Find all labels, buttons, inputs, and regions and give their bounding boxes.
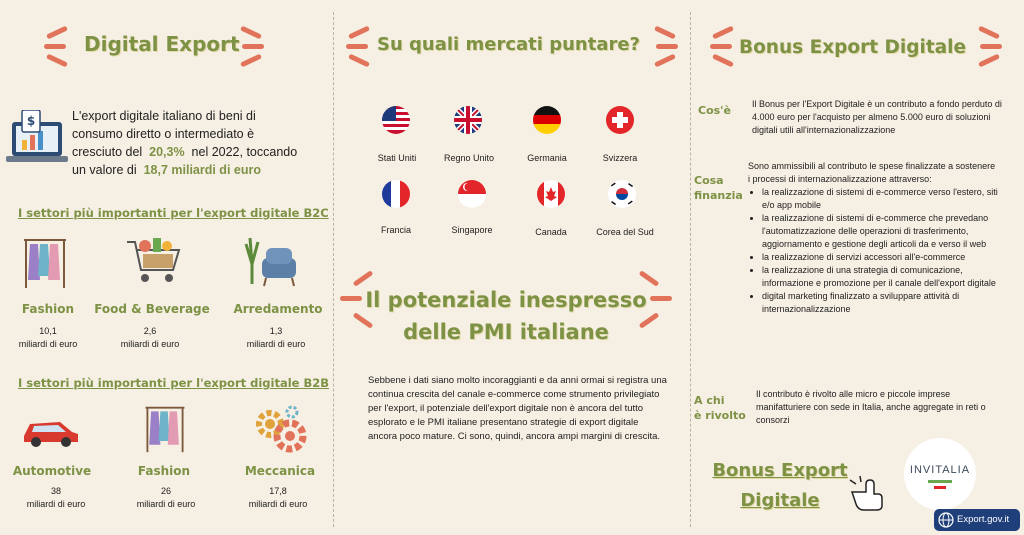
b2b-meccanica-value: 17,8 miliardi di euro xyxy=(248,486,308,509)
car-icon xyxy=(20,414,80,448)
b2b-meccanica-name: Meccanica xyxy=(244,464,316,478)
b2c-fashion-name: Fashion xyxy=(21,302,75,316)
switzerland-flag-icon xyxy=(606,106,634,134)
export-gov-badge[interactable]: Export.gov.it xyxy=(934,509,1020,531)
decor-ray xyxy=(346,44,368,49)
decor-ray xyxy=(348,26,370,40)
cose-label: Cos'è xyxy=(698,104,732,117)
decor-ray xyxy=(654,26,676,40)
column-divider xyxy=(333,12,334,527)
b2b-fashion-name: Fashion xyxy=(137,464,191,478)
germany-flag-icon xyxy=(533,106,561,134)
b2c-fashion-value: 10,1 miliardi di euro xyxy=(18,326,78,349)
bonus-export-link[interactable]: Bonus Export Digitale xyxy=(712,460,848,511)
singapore-flag-icon xyxy=(458,180,486,208)
title-markets: Su quali mercati puntare? xyxy=(377,34,640,55)
svg-text:$: $ xyxy=(26,114,36,128)
list-item: • la realizzazione di una strategia di comunicazione, informazione e promozione per il canale dell'export digitale xyxy=(762,264,998,290)
rivolto-label: A chi è rivolto xyxy=(694,394,746,422)
grocery-cart-icon xyxy=(125,236,183,288)
decor-ray xyxy=(240,54,262,68)
title-digital-export: Digital Export xyxy=(84,32,240,56)
decor-ray xyxy=(978,26,1000,40)
market-label: Francia xyxy=(380,225,411,235)
list-item: • digital marketing finalizzato a sviluppare attività di internazionalizzazione xyxy=(762,290,998,316)
market-label: Stati Uniti xyxy=(377,153,417,163)
decor-ray xyxy=(978,54,1000,68)
b2c-arredamento-value: 1,3 miliardi di euro xyxy=(246,326,306,349)
decor-ray xyxy=(340,296,362,301)
finanzia-list xyxy=(748,186,998,316)
growth-percentage: 20,3% xyxy=(149,145,185,159)
invitalia-logo: INVITALIA xyxy=(904,438,976,510)
b2c-section-title: I settori più importanti per l'export digitale B2C xyxy=(18,206,329,220)
b2c-arredamento-name: Arredamento xyxy=(233,302,323,316)
gears-icon xyxy=(252,404,310,454)
b2b-automotive-value: 38 miliardi di euro xyxy=(26,486,86,509)
list-item: • la realizzazione di sistemi di e-commerce verso l'estero, siti e/o app mobile xyxy=(762,186,998,212)
decor-ray xyxy=(242,44,264,49)
potenziale-paragraph: Sebbene i dati siano molto incoraggianti e da anni ormai si registra una continua crescita del canale e-commerce come strumento privilegiato per l'export, il potenziale dell'export digitale non è ancora del tutto esplorato e le PMI italiane presentano strategie di export digitale ancora poco mature. Ci sono, quindi, ancora ampi margini di crescita. xyxy=(368,375,667,442)
market-label: Germania xyxy=(527,153,567,163)
decor-ray xyxy=(712,54,734,68)
rivolto-text: Il contributo è rivolto alle micro e piccole imprese manifatturiere con sede in Italia, anche aggregate in reti o consorzi xyxy=(756,389,986,425)
pointing-hand-icon xyxy=(848,474,890,512)
market-label: Svizzera xyxy=(602,153,638,163)
laptop-chart-icon xyxy=(6,110,68,168)
canada-flag-icon xyxy=(537,180,565,208)
clothes-rack-icon xyxy=(140,404,190,454)
decor-ray xyxy=(654,54,676,68)
decor-ray xyxy=(46,26,68,40)
armchair-plant-icon xyxy=(244,234,302,290)
b2b-automotive-name: Automotive xyxy=(12,464,92,478)
finanzia-label: Cosa finanzia xyxy=(694,174,743,202)
title-bonus: Bonus Export Digitale xyxy=(739,37,967,58)
list-item: • la realizzazione di servizi accessori all'e-commerce xyxy=(762,251,998,264)
decor-ray xyxy=(656,44,678,49)
market-label: Canada xyxy=(535,227,567,237)
list-item: • la realizzazione di sistemi di e-commerce che prevedano l'automatizzazione delle operazioni di trasferimento, aggiornamento e gestione degli articoli da e verso il web xyxy=(762,212,998,251)
b2b-section-title: I settori più importanti per l'export digitale B2B xyxy=(18,376,329,390)
france-flag-icon xyxy=(382,180,410,208)
decor-ray xyxy=(712,26,734,40)
globe-icon xyxy=(938,512,954,528)
market-label: Singapore xyxy=(451,225,493,235)
b2c-food-name: Food & Beverage xyxy=(94,302,210,316)
finanzia-text: Sono ammissibili al contributo le spese finalizzate a sostenere i processi di internazionalizzazione attraverso: • la realizzazione di sistemi di e-commerce verso l'estero, siti e/o app mobile • la realizzazione di sistemi di e-commerce che prevedano l'automatizzazione delle operazioni di trasferimento, aggiornamento e gestione degli articoli da e verso il web • la realizzazione di servizi accessori all'e-commerce • la realizzazione di una strategia di comunicazione, informazione e promozione per il canale dell'export digitale • digital marketing finalizzato a sviluppare attività di internazionalizzazione xyxy=(748,160,998,316)
decor-ray xyxy=(348,54,370,68)
market-label: Corea del Sud xyxy=(596,227,654,237)
b2b-fashion-value: 26 miliardi di euro xyxy=(136,486,196,509)
decor-ray xyxy=(650,296,672,301)
decor-ray xyxy=(240,26,262,40)
b2c-food-value: 2,6 miliardi di euro xyxy=(120,326,180,349)
decor-ray xyxy=(46,54,68,68)
cose-text: Il Bonus per l'Export Digitale è un contributo a fondo perduto di 4.000 euro per l'acquisto per almeno 5.000 euro di soluzioni digitali utili all'internazionalizzazione xyxy=(752,99,1002,135)
decor-ray xyxy=(44,44,66,49)
title-potenziale: Il potenziale inespresso delle PMI italiane xyxy=(365,288,647,344)
export-value: 18,7 miliardi di euro xyxy=(143,163,261,177)
south-korea-flag-icon xyxy=(608,180,636,208)
column-divider xyxy=(690,12,691,527)
decor-ray xyxy=(980,44,1002,49)
market-label: Regno Unito xyxy=(443,153,495,163)
usa-flag-icon xyxy=(382,106,410,134)
intro-text: L'export digitale italiano di beni di consumo diretto o intermediato è cresciuto del 20,3% nel 2022, toccando un valore di 18,7 miliardi di euro xyxy=(72,109,298,177)
decor-ray xyxy=(710,44,732,49)
clothes-rack-icon xyxy=(20,236,70,290)
uk-flag-icon xyxy=(454,106,482,134)
